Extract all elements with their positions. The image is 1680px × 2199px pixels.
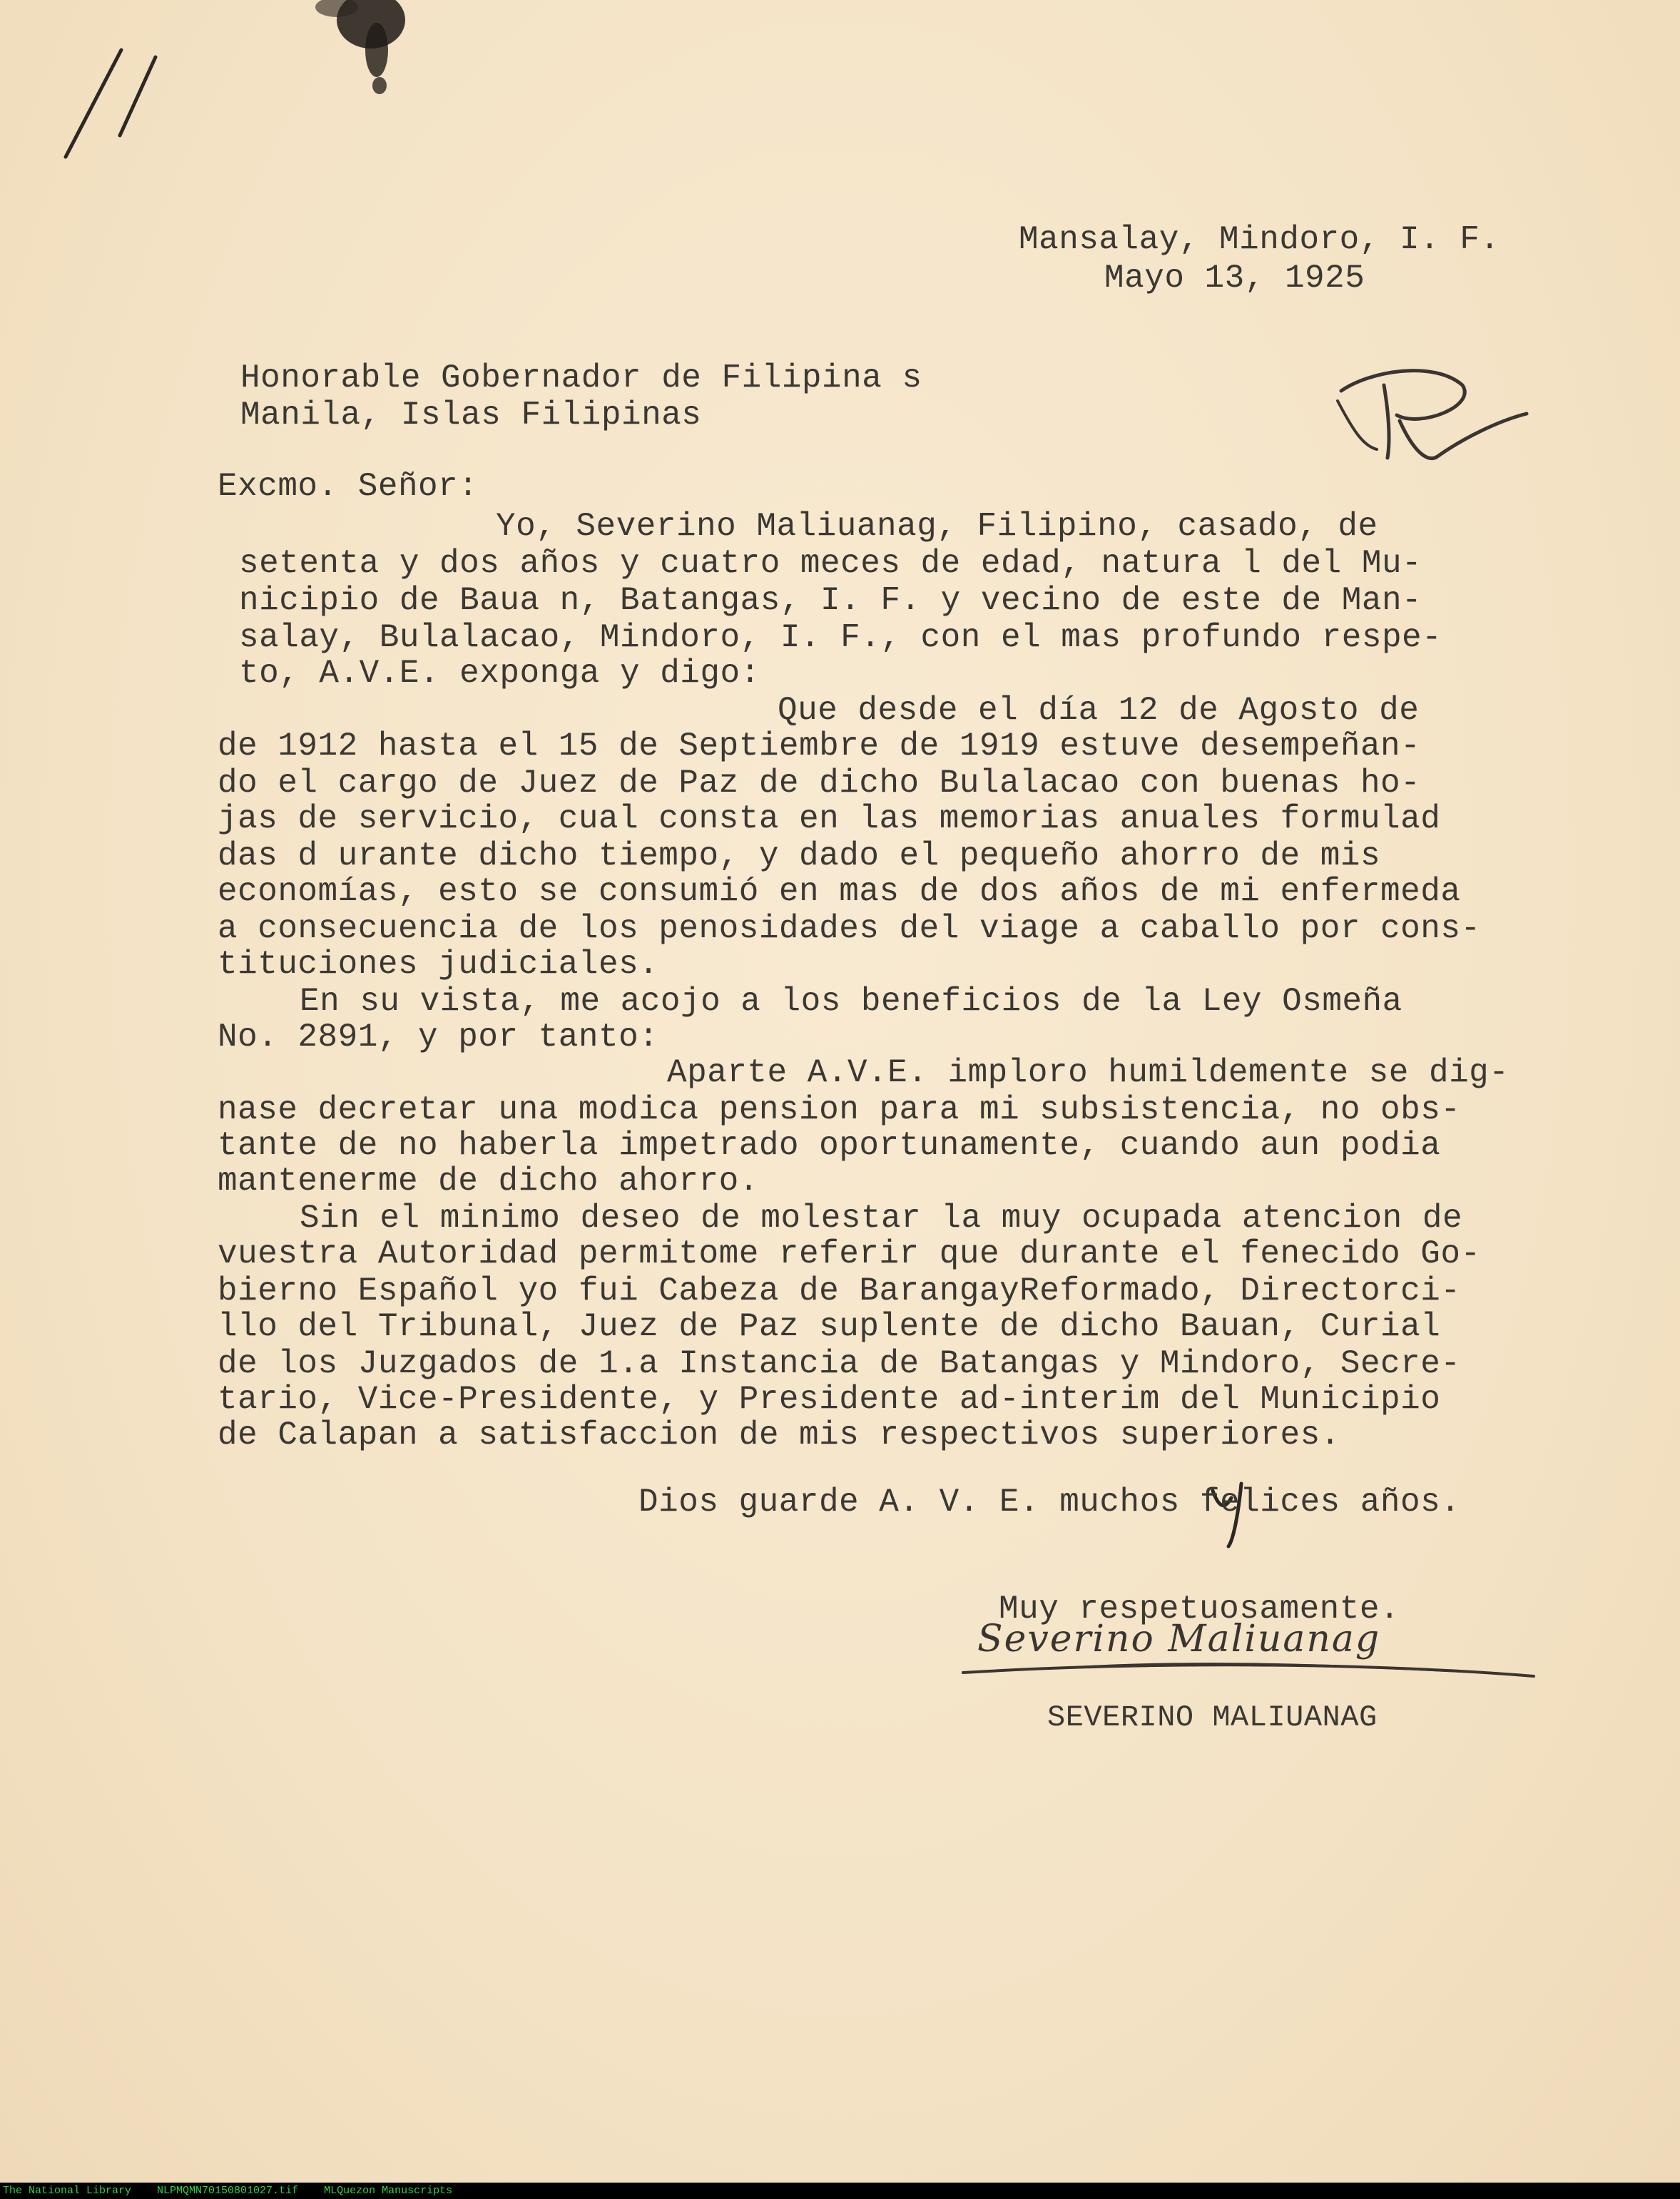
body-line: das d urante dicho tiempo, y dado el pequeño ahorro de mis (218, 837, 1381, 874)
body-line: vuestra Autoridad permitome referir que durante el fenecido Go- (218, 1235, 1481, 1272)
body-line: economías, esto se consumió en mas de dos años de mi enfermeda (218, 873, 1461, 910)
letter-place: Mansalay, Mindoro, I. F. (1019, 221, 1500, 258)
body-line: nase decretar una modica pension para mi subsistencia, no obs- (218, 1091, 1461, 1128)
body-line: to, A.V.E. exponga y digo: (239, 655, 760, 692)
signatory-name: SEVERINO MALIUANAG (1047, 1700, 1378, 1735)
signature-flourish (963, 1664, 1534, 1676)
body-line: Que desde el día 12 de Agosto de (778, 692, 1420, 729)
body-line: En su vista, me acojo a los beneficios de la Ley Osmeña (300, 983, 1402, 1020)
closing-line: Dios guarde A. V. E. muchos felices años. (638, 1484, 1461, 1521)
body-line: mantenerme de dicho ahorro. (218, 1163, 759, 1200)
addressee-line-2: Manila, Islas Filipinas (240, 397, 702, 434)
body-line: Yo, Severino Maliuanag, Filipino, casado, de (496, 508, 1378, 545)
salutation: Excmo. Señor: (218, 468, 479, 505)
body-line: Aparte A.V.E. imploro humildemente se dig- (667, 1054, 1510, 1091)
body-line: setenta y dos años y cuatro meces de edad, natura l del Mu- (239, 545, 1422, 582)
body-line: de Calapan a satisfaccion de mis respectivos superiores. (218, 1417, 1340, 1454)
body-line: No. 2891, y por tanto: (218, 1019, 659, 1056)
body-line: a consecuencia de los penosidades del viage a caballo por cons- (218, 910, 1481, 947)
body-line: de 1912 hasta el 15 de Septiembre de 1919 estuve desempeñan- (218, 728, 1421, 765)
body-line: jas de servicio, cual consta en las memorias anuales formulad (218, 800, 1441, 837)
body-line: llo del Tribunal, Juez de Paz suplente de dicho Bauan, Curial (218, 1308, 1441, 1345)
archive-footer: The National Library NLPMQMN70150801027.tif MLQuezon Manuscripts (0, 2183, 1680, 2199)
body-line: nicipio de Baua n, Batangas, I. F. y vecino de este de Man- (239, 582, 1422, 619)
handwritten-r-mark (1338, 371, 1527, 459)
pencil-slash-mark (66, 50, 156, 157)
body-line: de los Juzgados de 1.a Instancia de Batangas y Mindoro, Secre- (218, 1345, 1461, 1382)
body-line: salay, Bulalacao, Mindoro, I. F., con el mas profundo respe- (239, 619, 1442, 656)
ink-stain (315, 0, 405, 94)
body-line: tario, Vice-Presidente, y Presidente ad-interim del Municipio (218, 1381, 1441, 1418)
body-line: bierno Español yo fui Cabeza de BarangayReformado, Directorci- (218, 1272, 1461, 1310)
body-line: tante de no haberla impetrado oportunamente, cuando aun podia (218, 1127, 1441, 1164)
addressee-line-1: Honorable Gobernador de Filipina s (240, 359, 922, 397)
body-line: tituciones judiciales. (218, 946, 659, 983)
body-line: Sin el minimo deseo de molestar la muy ocupada atencion de (300, 1200, 1463, 1237)
body-line: do el cargo de Juez de Paz de dicho Bulalacao con buenas ho- (218, 765, 1421, 802)
letter-date: Mayo 13, 1925 (1104, 260, 1365, 297)
valediction: Muy respetuosamente. (999, 1591, 1400, 1628)
signature: Severino Maliuanag (977, 1618, 1381, 1660)
